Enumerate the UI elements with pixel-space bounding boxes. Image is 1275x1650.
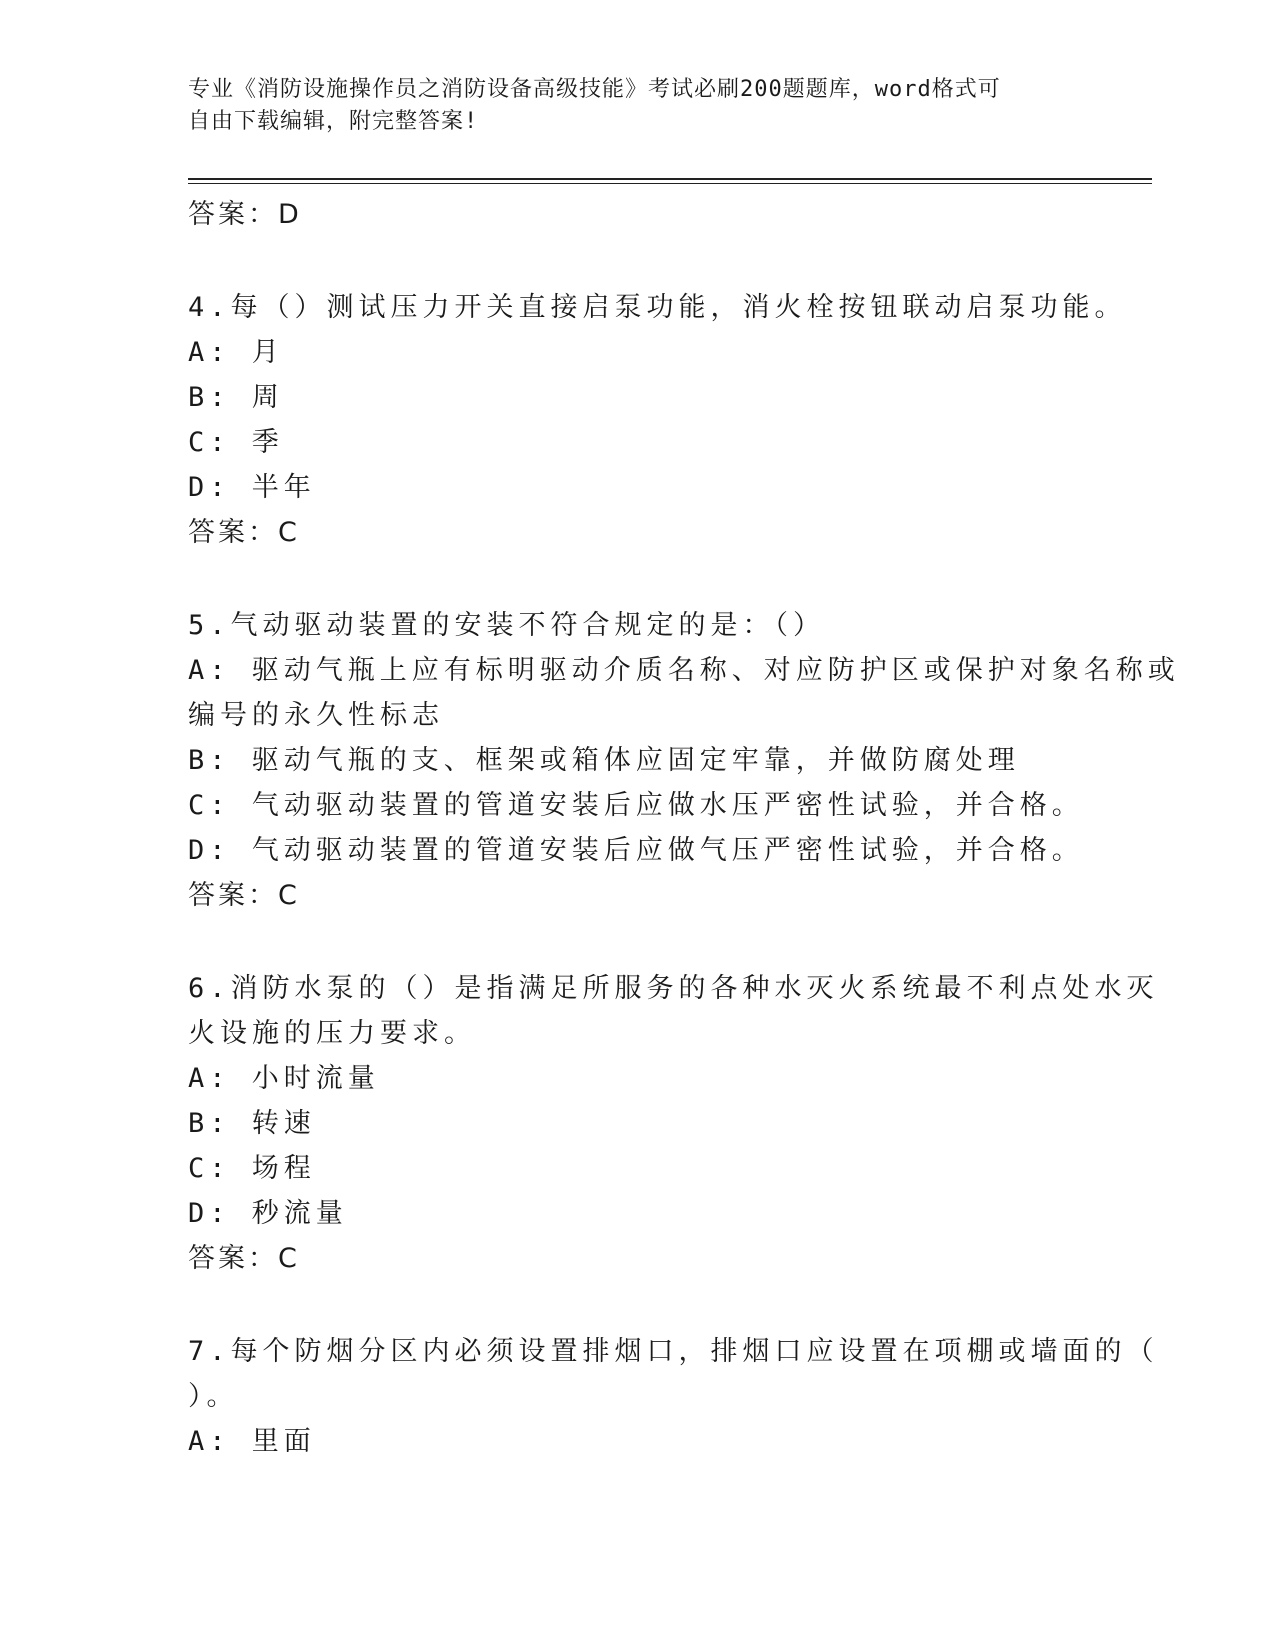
option-a: A: 驱动气瓶上应有标明驱动介质名称、对应防护区或保护对象名称或 bbox=[188, 655, 1180, 686]
answer-label: 答案：C bbox=[188, 880, 300, 911]
document-header bbox=[188, 74, 1088, 138]
header-divider-thin bbox=[188, 183, 1152, 184]
header-line-2: 自由下载编辑，附完整答案! bbox=[188, 109, 479, 134]
question-block bbox=[188, 285, 1127, 555]
option-b: B: 驱动气瓶的支、框架或箱体应固定牢靠，并做防腐处理 bbox=[188, 745, 1020, 776]
option-c: C: 季 bbox=[188, 427, 284, 458]
option-a: A: 里面 bbox=[188, 1426, 316, 1457]
header-divider-thick bbox=[188, 178, 1152, 180]
answer-label: 答案：D bbox=[188, 199, 302, 230]
option-b: B: 转速 bbox=[188, 1108, 316, 1139]
question-stem: 4.每（）测试压力开关直接启泵功能，消火栓按钮联动启泵功能。 bbox=[188, 292, 1127, 323]
header-line-1: 专业《消防设施操作员之消防设备高级技能》考试必刷200题题库，word格式可 bbox=[188, 77, 1001, 102]
option-c: C: 气动驱动装置的管道安装后应做水压严密性试验，并合格。 bbox=[188, 790, 1084, 821]
question-stem: 5.气动驱动装置的安装不符合规定的是：（） bbox=[188, 610, 826, 641]
option-d: D: 气动驱动装置的管道安装后应做气压严密性试验，并合格。 bbox=[188, 835, 1084, 866]
answer-label: 答案：C bbox=[188, 517, 300, 548]
option-a: A: 月 bbox=[188, 337, 284, 368]
question-block bbox=[188, 966, 1159, 1281]
question-stem: 6.消防水泵的（）是指满足所服务的各种水灭火系统最不利点处水灭 bbox=[188, 973, 1159, 1004]
option-d: D: 秒流量 bbox=[188, 1198, 348, 1229]
option-a: A: 小时流量 bbox=[188, 1063, 380, 1094]
question-stem-continuation: ）。 bbox=[188, 1381, 239, 1412]
question-block bbox=[188, 1329, 1159, 1464]
question-stem-continuation: 火设施的压力要求。 bbox=[188, 1018, 476, 1049]
option-d: D: 半年 bbox=[188, 472, 316, 503]
option-a-continuation: 编号的永久性标志 bbox=[188, 700, 444, 731]
question-stem: 7.每个防烟分区内必须设置排烟口，排烟口应设置在项棚或墙面的（ bbox=[188, 1336, 1159, 1367]
document-body bbox=[188, 192, 1180, 1464]
option-c: C: 场程 bbox=[188, 1153, 316, 1184]
option-b: B: 周 bbox=[188, 382, 284, 413]
question-block bbox=[188, 603, 1180, 918]
answer-label: 答案：C bbox=[188, 1243, 300, 1274]
